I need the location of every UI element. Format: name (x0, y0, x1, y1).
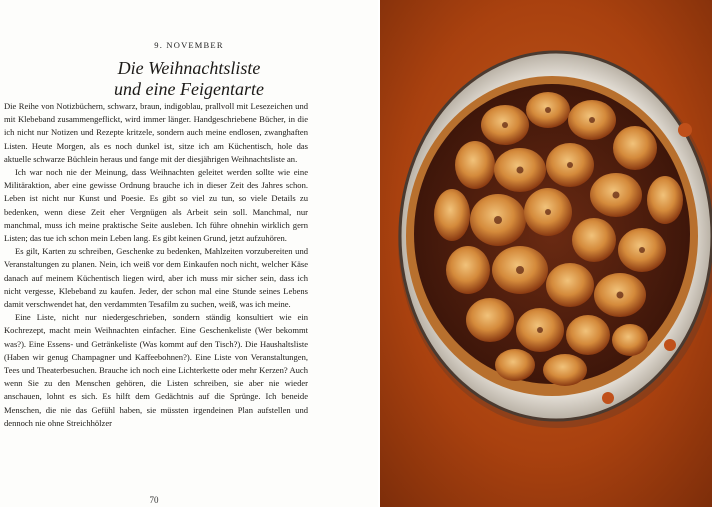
paragraph: Es gilt, Karten zu schreiben, Geschenke zu bedenken, Mahlzeiten vorzubereiten und Veranstaltungen zu planen. Nein, ich weiß vor dem Einkaufen noch nicht, welcher Käse danach auf meinem Küchentisch liegen wird, aber ich muss mir sicher sein, dass ich nicht vergesse, Klebeband zu kaufen. Jeder, der schon mal eine Stunde seines Lebens damit verschwendet hat, den verdammten Tesafilm zu suchen, weiß, was ich meine. (4, 246, 308, 310)
paragraph: Eine Liste, nicht nur niedergeschrieben, sondern ständig konsultiert wie ein Kochrezept, macht mein Weihnachten einfacher. Eine Geschenkeliste (Wer bekommt was?). Eine Essens- und Getränkeliste (Was kommt auf den Tisch?). Die Haushaltsliste (Haben wir genug Champagner und Kaffeebohnen?). Eine Liste von Veranstaltungen, Tees und Theaterbesuchen. Brauche ich noch eine Lichterkette oder mehr Kerzen? Auch wenn Sie zu den Menschen gehören, die Listen schreiben, sie aber nie wieder anschauen, lohnt es sich. Es hilft dem Gedächtnis auf die Sprünge. Ich beneide Menschen, die nie das Gefühl haben, sie müssten irgendeinen Plan aufstellen und dennoch nie ohne Streichhölzer (4, 312, 308, 428)
page-number: 70 (149, 495, 159, 505)
date-heading: 9. NOVEMBER (154, 40, 224, 50)
paragraph: Ich war noch nie der Meinung, dass Weihnachten geleitet werden sollte wie eine Militäraktion, aber eine gewisse Ordnung brauche ich in dieser Zeit des Jahres schon. Leben ist nicht nur Kunst und Poesie. Es gibt so viel zu tun, so viele Details zu bedenken, wenn diese Zeit eher Vergnügen als Arbeit sein soll. Manchmal, nur manchmal, muss ich meine praktische Seite ausleben. Ich führe ohnehin wirklich gern Listen; das tue ich schon mein Leben lang. Es gibt keinen Grund, jetzt aufzuhören. (4, 167, 308, 244)
fig-tart-illustration (380, 0, 712, 507)
paragraph: Die Reihe von Notizbüchern, schwarz, braun, indigoblau, prallvoll mit Lesezeichen und mit Klebeband zusammengeflickt, wird immer länger. Handgeschriebene Bücher, in die ich nicht nur Notizen und Rezepte kritzele, sondern auch meine endlosen, zwanghaften Listen. Heute Morgen, als es noch dunkel ist, sitze ich am Küchentisch, hole das aktuelle schwarze Büchlein heraus und fange mit der diesjährigen Weihnachtsliste an. (4, 101, 308, 164)
chapter-title-line-1: Die Weihnachtsliste (117, 58, 261, 78)
body-text (4, 100, 308, 430)
chapter-title-line-2: und eine Feigentarte (114, 79, 264, 99)
chapter-title (0, 58, 378, 100)
fig-tart-photo (380, 0, 712, 507)
